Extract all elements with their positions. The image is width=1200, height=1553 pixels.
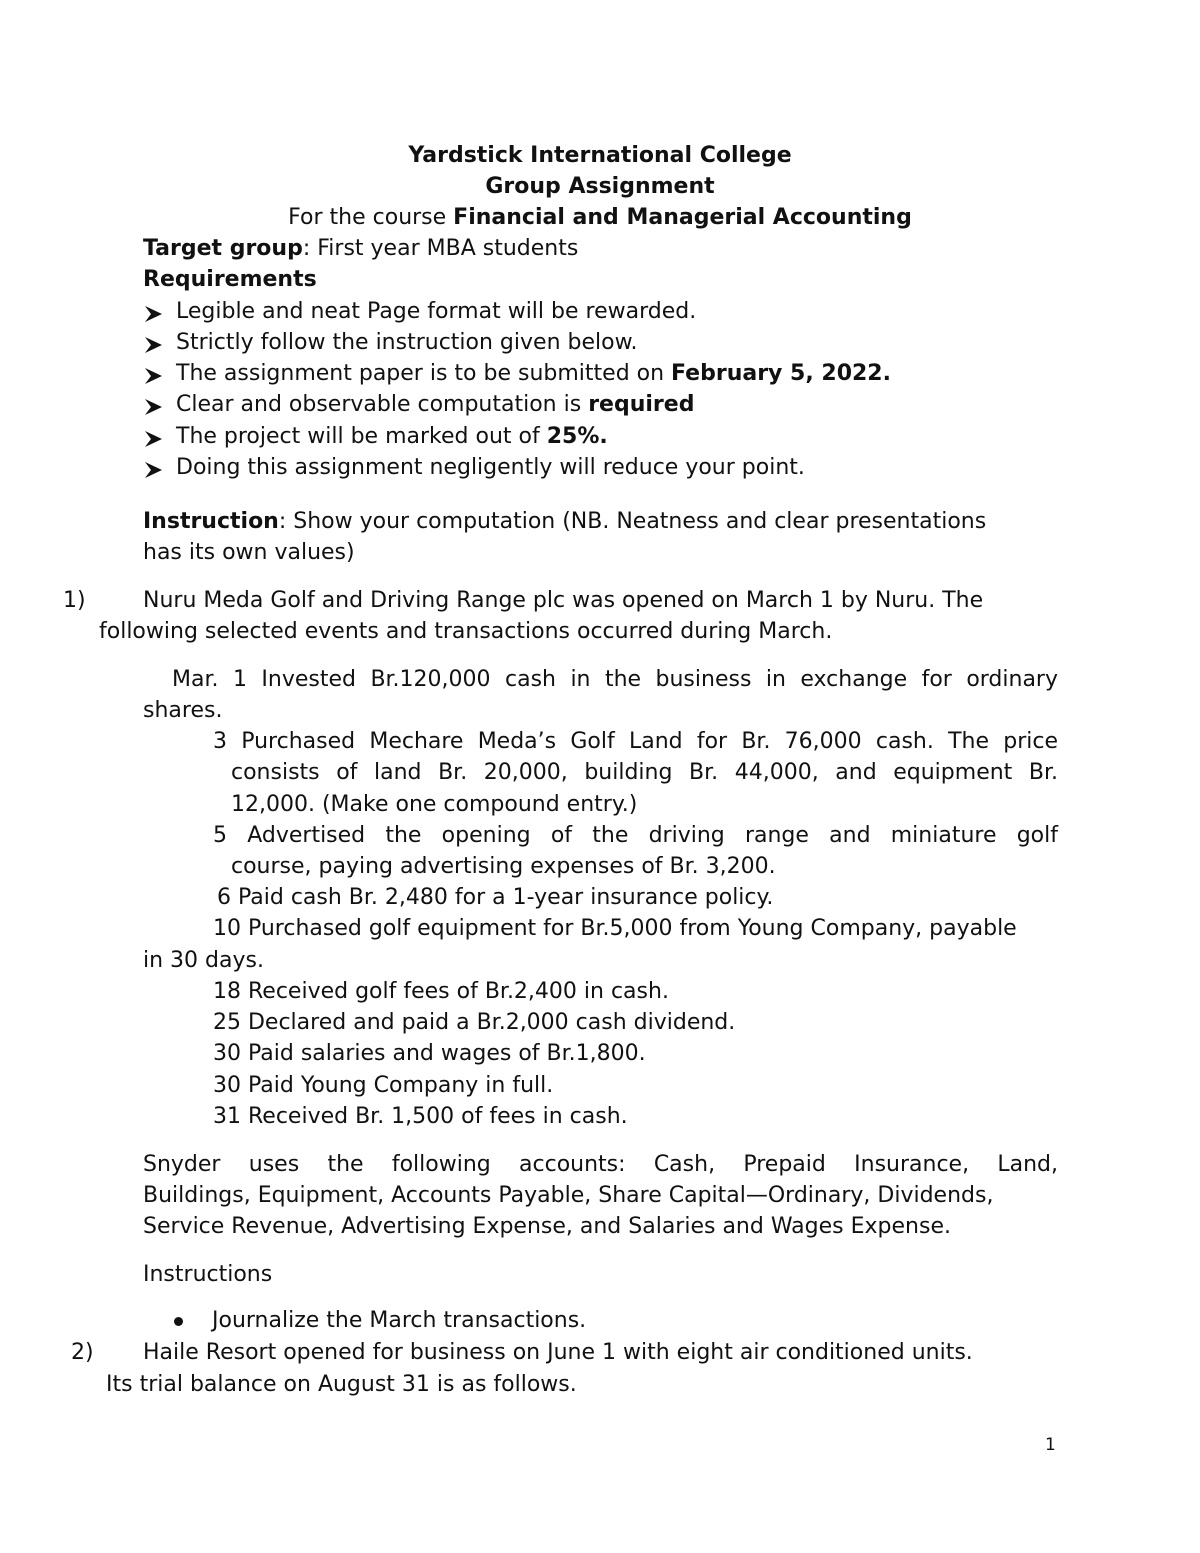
event-line: 6 Paid cash Br. 2,480 for a 1-year insurance policy. xyxy=(217,885,774,910)
arrow-bullet-icon xyxy=(143,334,165,356)
event-line: in 30 days. xyxy=(143,948,264,973)
college-title: Yardstick International College xyxy=(408,143,792,168)
event-line: 31 Received Br. 1,500 of fees in cash. xyxy=(213,1104,628,1129)
requirement-item: Doing this assignment negligently will reduce your point. xyxy=(176,455,805,480)
target-group-line xyxy=(143,234,578,264)
event-line: 3 Purchased Mechare Meda’s Golf Land for Br. 76,000 cash. The price xyxy=(213,729,1058,754)
question-2-number: 2) xyxy=(71,1340,94,1365)
course-prefix: For the course xyxy=(288,205,454,230)
event-line: 12,000. (Make one compound entry.) xyxy=(231,792,638,817)
event-line: 5 Advertised the opening of the driving range and miniature golf xyxy=(213,823,1058,848)
target-group-value: : First year MBA students xyxy=(302,236,579,261)
requirement-item: Legible and neat Page format will be rewarded. xyxy=(176,299,697,324)
event-line: 30 Paid salaries and wages of Br.1,800. xyxy=(213,1041,646,1066)
instruction-label: Instruction xyxy=(143,509,279,534)
requirement-item: The project will be marked out of 25%. xyxy=(176,424,608,449)
requirement-item: The assignment paper is to be submitted on February 5, 2022. xyxy=(176,361,891,386)
target-group-label: Target group xyxy=(143,236,303,261)
event-line: 30 Paid Young Company in full. xyxy=(213,1073,554,1098)
question-2-line: Haile Resort opened for business on June 1 with eight air conditioned units. xyxy=(143,1340,973,1365)
instruction-bullet: Journalize the March transactions. xyxy=(212,1308,587,1333)
arrow-bullet-icon xyxy=(143,365,165,387)
arrow-bullet-icon xyxy=(143,303,165,325)
question-2-line: Its trial balance on August 31 is as follows. xyxy=(106,1372,577,1397)
instructions-heading: Instructions xyxy=(143,1262,273,1287)
course-name: Financial and Managerial Accounting xyxy=(453,205,912,230)
requirement-item: Strictly follow the instruction given below. xyxy=(176,330,638,355)
event-line: Mar. 1 Invested Br.120,000 cash in the business in exchange for ordinary xyxy=(172,667,1058,692)
assignment-title: Group Assignment xyxy=(485,174,715,199)
event-line: course, paying advertising expenses of Br. 3,200. xyxy=(231,854,776,879)
instruction-line: Instruction: Show your computation (NB. Neatness and clear presentations xyxy=(143,509,987,534)
requirements-heading: Requirements xyxy=(143,267,317,292)
question-1-number: 1) xyxy=(63,588,86,613)
event-line: 18 Received golf fees of Br.2,400 in cash. xyxy=(213,979,669,1004)
event-line: shares. xyxy=(143,698,223,723)
arrow-bullet-icon xyxy=(143,396,165,418)
event-line: 25 Declared and paid a Br.2,000 cash dividend. xyxy=(213,1010,736,1035)
accounts-line: Snyder uses the following accounts: Cash, Prepaid Insurance, Land, xyxy=(143,1152,1058,1177)
instruction-line-2: has its own values) xyxy=(143,540,355,565)
event-line: consists of land Br. 20,000, building Br. 44,000, and equipment Br. xyxy=(231,760,1058,785)
bullet-icon xyxy=(174,1317,183,1326)
question-1-intro: Nuru Meda Golf and Driving Range plc was opened on March 1 by Nuru. The xyxy=(143,588,984,613)
event-line: 10 Purchased golf equipment for Br.5,000 from Young Company, payable xyxy=(213,916,1017,941)
accounts-line: Buildings, Equipment, Accounts Payable, Share Capital—Ordinary, Dividends, xyxy=(143,1183,994,1208)
requirement-item: Clear and observable computation is required xyxy=(176,392,695,417)
page-number: 1 xyxy=(1045,1435,1056,1455)
accounts-line: Service Revenue, Advertising Expense, and Salaries and Wages Expense. xyxy=(143,1214,951,1239)
course-line xyxy=(0,203,1200,233)
question-1-intro: following selected events and transactions occurred during March. xyxy=(99,619,833,644)
arrow-bullet-icon xyxy=(143,428,165,450)
arrow-bullet-icon xyxy=(143,459,165,481)
